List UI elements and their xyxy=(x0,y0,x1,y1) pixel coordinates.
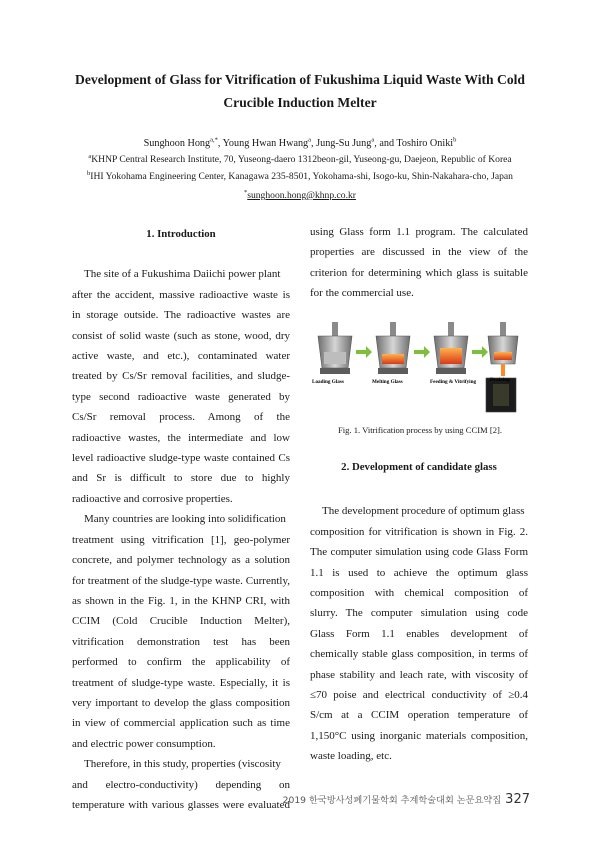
figure-label: Feeding & Vitrifying xyxy=(430,379,477,385)
figure-label: Draining xyxy=(490,377,510,383)
text-line: consist of solid waste (such as stone, wood, dry xyxy=(72,329,290,342)
text-line: active waste, and etc.), contaminated water xyxy=(72,350,290,363)
text-line: chemically stable glass composition, in terms of xyxy=(310,648,528,661)
text-line: very important to develop the glass composition xyxy=(72,696,290,709)
text-line: treatment using vitrification [1], geo-polymer xyxy=(72,533,290,546)
text-line: concrete, and polymer technology as a solution xyxy=(72,554,290,567)
text-line: ≤70 poise and electrical conductivity of ≥0.4 xyxy=(310,689,528,702)
author-name: Sunghoon Hong xyxy=(143,138,211,149)
text-line: using Glass form 1.1 program. The calculated xyxy=(310,226,528,238)
author-sup: a,* xyxy=(210,136,218,144)
text-line: type second radioactive waste generated by xyxy=(72,390,290,403)
page-number: 327 xyxy=(505,792,530,807)
section-heading-candidate-glass: 2. Development of candidate glass xyxy=(341,461,497,473)
melter-feeding-icon xyxy=(434,322,468,374)
author-list xyxy=(40,136,560,151)
title-line-2: Crucible Induction Melter xyxy=(223,95,377,110)
figure-vitrification-process xyxy=(310,318,530,418)
text-line: Glass Form 1.1 enables development of xyxy=(310,627,528,640)
process-arrow-icon xyxy=(472,346,488,358)
text-line: S/cm at a CCIM operation temperature of xyxy=(310,709,528,722)
text-line: and electro-conductivity) depending on xyxy=(72,778,290,791)
process-arrow-icon xyxy=(414,346,430,358)
text-line: vitrification demonstration test has been xyxy=(72,635,290,648)
author-separator: , and xyxy=(374,138,397,149)
text-line: as shown in the Fig. 1, in the KHNP CRI, with xyxy=(72,594,290,607)
page-footer xyxy=(283,792,530,807)
text-line: composition with chemical composition of xyxy=(310,587,528,600)
affiliation-text: IHI Yokohama Engineering Center, Kanagawa 235-8501, Yokohama-shi, Isogo-ku, Shin-Nakahara-cho, Japan xyxy=(90,171,513,182)
melter-loading-icon xyxy=(318,322,352,374)
process-arrow-icon xyxy=(356,346,372,358)
text-line: temperature with various glasses were evaluated xyxy=(72,798,290,811)
author-separator: , xyxy=(217,138,223,149)
text-line: treated by Cs/Sr removal facilities, and sludge- xyxy=(72,370,290,383)
right-column-continuation xyxy=(310,222,528,304)
text-line: and Sr is difficult to store due to highly xyxy=(72,472,290,485)
text-line: level radioactive sludge-type waste contained Cs xyxy=(72,452,290,465)
figure-caption: Fig. 1. Vitrification process by using CCIM [2]. xyxy=(337,425,503,435)
section-2 xyxy=(310,457,528,767)
affiliation-text: KHNP Central Research Institute, 70, Yuseong-daero 1312beon-gil, Yuseong-gu, Daejeon, Republic of Korea xyxy=(91,154,512,165)
text-line: in view of commercial application such as time xyxy=(72,717,290,730)
text-line: The development procedure of optimum glass xyxy=(322,505,525,518)
affiliation-b xyxy=(30,170,570,184)
figure-label: Loading Glass xyxy=(312,379,344,385)
title-line-1: Development of Glass for Vitrification of Fukushima Liquid Waste With Cold xyxy=(75,72,525,87)
author-sup: a xyxy=(308,136,312,144)
section-heading-introduction: 1. Introduction xyxy=(146,228,216,240)
journal-name: 2019 한국방사성폐기물학회 추계학술대회 논문요약집 xyxy=(282,795,502,806)
email-link[interactable]: sunghoon.hong@khnp.co.kr xyxy=(247,190,356,201)
text-line: performed to confirm the applicability of xyxy=(72,656,290,669)
text-line: The computer simulation using code Glass Form xyxy=(310,546,528,559)
author-separator: , xyxy=(311,138,317,149)
section2-paragraph-1 xyxy=(310,501,528,766)
text-line: properties are discussed in the view of the xyxy=(310,246,528,259)
text-line: Therefore, in this study, properties (viscosity xyxy=(84,758,281,771)
author-name: Young Hwan Hwang xyxy=(222,138,309,149)
text-line: and electric power consumption. xyxy=(72,737,216,750)
text-line: Many countries are looking into solidification xyxy=(84,513,286,526)
text-line: 1,150°C using inorganic materials composition, xyxy=(310,729,528,742)
text-line: composition for vitrification is shown in Fig. 2. xyxy=(310,525,528,538)
text-line: in storage outside. The radioactive wastes are xyxy=(72,309,290,322)
author-name: Toshiro Oniki xyxy=(396,138,454,149)
author-sup: a xyxy=(371,136,375,144)
text-line: 1.1 is used to achieve the optimum glass xyxy=(310,566,528,579)
author-name: Jung-Su Jung xyxy=(316,138,372,149)
text-line: CCIM (Cold Crucible Induction Melter), xyxy=(72,615,290,628)
text-line: Cs/Sr removal process. Among of the xyxy=(72,411,290,424)
author-sup: b xyxy=(453,136,457,144)
melter-melting-icon xyxy=(376,322,410,374)
text-line: after the accident, massive radioactive waste is xyxy=(72,288,290,301)
melter-draining-icon xyxy=(486,322,518,412)
affiliation-a xyxy=(30,153,570,167)
text-line: phase stability and leach rate, with viscosity of xyxy=(310,668,528,681)
text-line: treatment of sludge-type waste. Especially, it is xyxy=(72,676,290,689)
text-line: criterion for determining which glass is suitable xyxy=(310,266,528,279)
intro-paragraph-1 xyxy=(72,264,290,509)
left-column xyxy=(72,224,290,815)
paper-title xyxy=(60,68,540,114)
affiliation-sup: a xyxy=(88,152,92,160)
intro-paragraph-3 xyxy=(72,754,290,815)
text-line: The site of a Fukushima Daiichi power plant xyxy=(84,268,281,281)
corresponding-email xyxy=(40,189,560,203)
affiliation-sup: b xyxy=(87,169,91,177)
text-line: for treatment of the sludge-type waste. Currently, xyxy=(72,574,290,587)
text-line: waste loading, etc. xyxy=(310,750,392,763)
text-line: radioactive and corrosive properties. xyxy=(72,492,233,505)
text-line: slurry. The computer simulation using code xyxy=(310,607,528,620)
text-line: radioactive wastes, the intermediate and low xyxy=(72,431,290,444)
text-line: for the commercial use. xyxy=(310,287,414,300)
email-sup: * xyxy=(243,188,248,196)
figure-label: Melting Glass xyxy=(372,379,403,385)
intro-paragraph-2 xyxy=(72,509,290,754)
